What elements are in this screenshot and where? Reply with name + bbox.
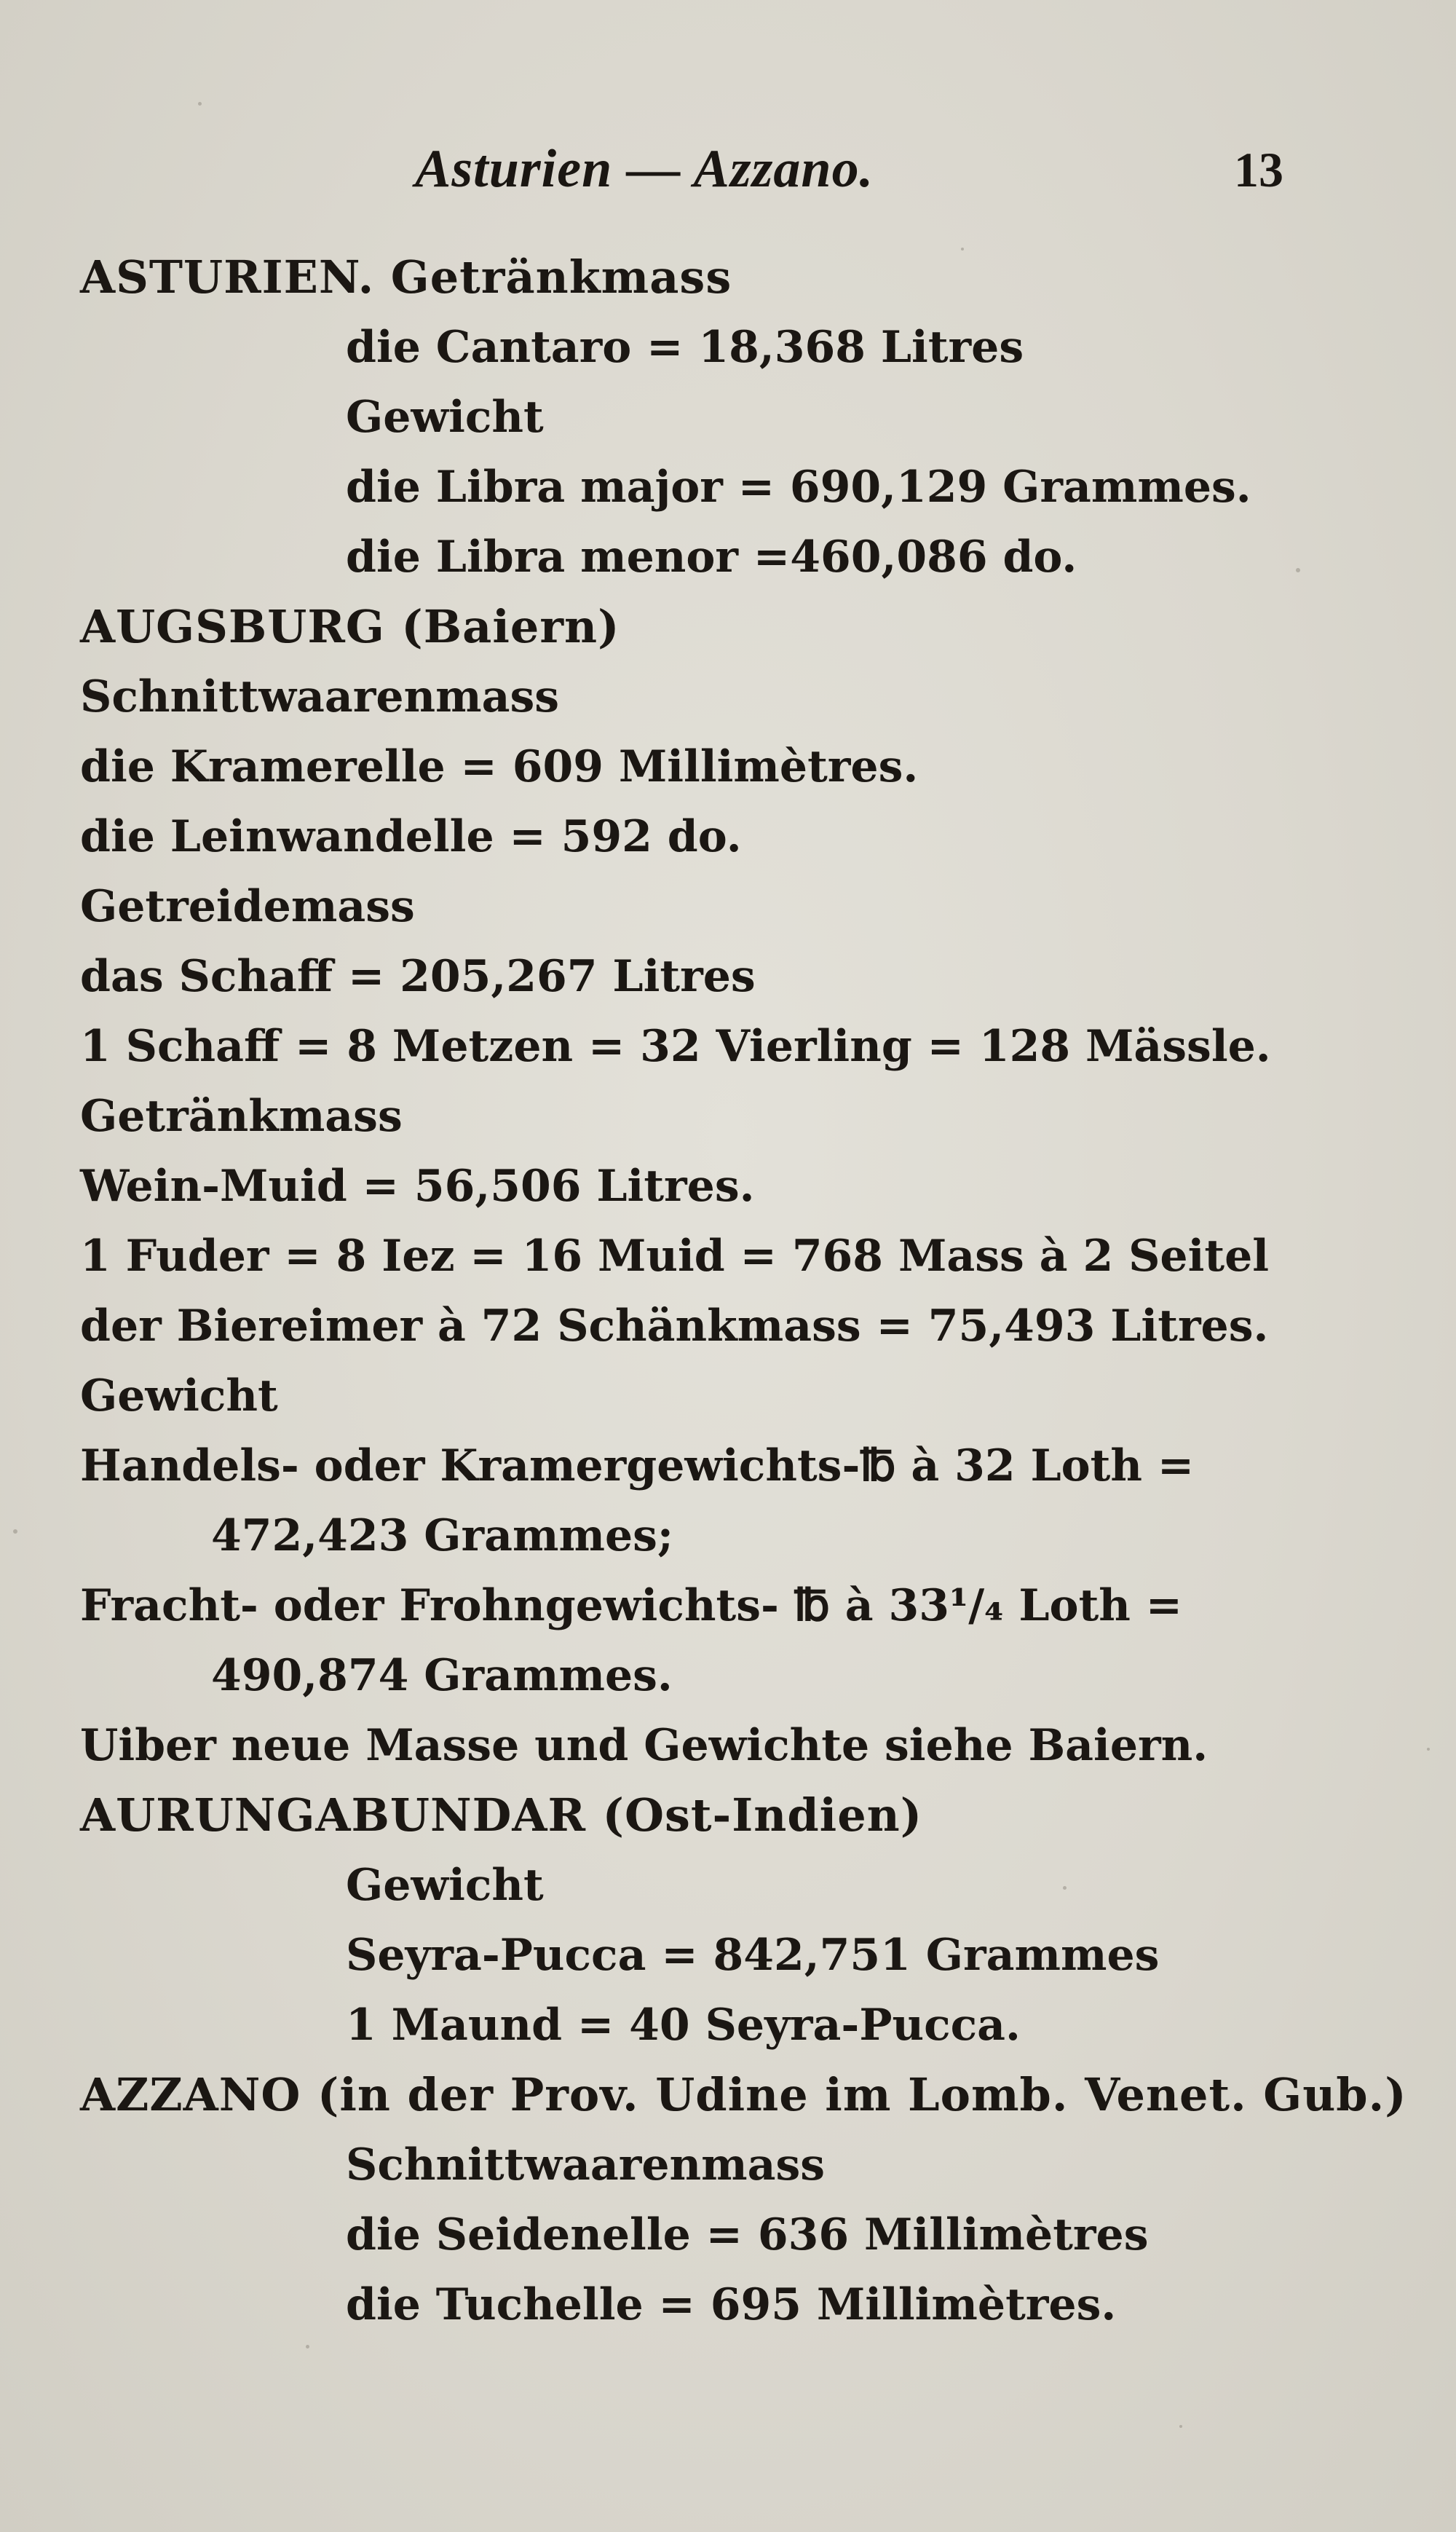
- paper-speck: [1063, 1886, 1067, 1890]
- augsburg-handels-line: Handels- oder Kramergewichts-℔ à 32 Loth =: [80, 1440, 1195, 1491]
- augsburg-kramerelle-line: die Kramerelle = 609 Millimètres.: [80, 741, 919, 792]
- aurungabundar-maund-line: 1 Maund = 40 Seyra-Pucca.: [346, 2000, 1021, 2051]
- paper-speck: [306, 2345, 309, 2348]
- paper-speck: [1179, 2425, 1182, 2428]
- paper-speck: [1427, 1748, 1430, 1751]
- running-title: Asturien — Azzano.: [415, 139, 874, 199]
- augsburg-biereimer-line: der Biereimer à 72 Schänkmass = 75,493 Litres.: [80, 1301, 1269, 1352]
- aurungabundar-gewicht-label: Gewicht: [346, 1860, 544, 1911]
- augsburg-schnittwaarenmass-label: Schnittwaarenmass: [80, 671, 560, 722]
- azzano-tuchelle-line: die Tuchelle = 695 Millimètres.: [346, 2279, 1117, 2330]
- augsburg-fracht-grammes-line: 490,874 Grammes.: [211, 1650, 673, 1701]
- augsburg-handels-grammes-line: 472,423 Grammes;: [211, 1510, 674, 1561]
- augsburg-gewicht-label: Gewicht: [80, 1370, 278, 1421]
- asturien-libra-major-line: die Libra major = 690,129 Grammes.: [346, 462, 1251, 513]
- azzano-schnittwaarenmass-label: Schnittwaarenmass: [346, 2139, 826, 2190]
- augsburg-schaff-line: das Schaff = 205,267 Litres: [80, 951, 756, 1002]
- entry-azzano-heading: AZZANO (in der Prov. Udine im Lomb. Venet. Gub.): [80, 2068, 1407, 2121]
- entry-asturien-heading: ASTURIEN. Getränkmass: [80, 251, 732, 304]
- asturien-cantaro-line: die Cantaro = 18,368 Litres: [346, 322, 1024, 373]
- augsburg-cross-reference-line: Uiber neue Masse und Gewichte siehe Baiern.: [80, 1720, 1208, 1771]
- asturien-gewicht-label: Gewicht: [346, 392, 544, 443]
- paper-speck: [1296, 568, 1300, 572]
- page-header: [0, 138, 1456, 204]
- entry-aurungabundar-heading: AURUNGABUNDAR (Ost-Indien): [80, 1788, 923, 1842]
- azzano-seidenelle-line: die Seidenelle = 636 Millimètres: [346, 2209, 1149, 2260]
- paper-speck: [961, 248, 964, 251]
- augsburg-wein-muid-line: Wein-Muid = 56,506 Litres.: [80, 1161, 755, 1212]
- asturien-libra-menor-line: die Libra menor =460,086 do.: [346, 532, 1077, 583]
- aurungabundar-seyra-pucca-line: Seyra-Pucca = 842,751 Grammes: [346, 1930, 1160, 1981]
- augsburg-leinwandelle-line: die Leinwandelle = 592 do.: [80, 811, 742, 862]
- augsburg-fracht-line: Fracht- oder Frohngewichts- ℔ à 33¹/₄ Loth =: [80, 1580, 1183, 1631]
- paper-speck: [13, 1529, 17, 1534]
- page-number: 13: [1234, 142, 1283, 197]
- entry-augsburg-heading: AUGSBURG (Baiern): [80, 600, 620, 653]
- augsburg-schaff-conversion-line: 1 Schaff = 8 Metzen = 32 Vierling = 128 Mässle.: [80, 1021, 1271, 1072]
- paper-speck: [198, 102, 202, 106]
- augsburg-fuder-line: 1 Fuder = 8 Iez = 16 Muid = 768 Mass à 2 Seitel: [80, 1231, 1270, 1282]
- augsburg-getraenkmass-label: Getränkmass: [80, 1091, 403, 1142]
- augsburg-getreidemass-label: Getreidemass: [80, 881, 415, 932]
